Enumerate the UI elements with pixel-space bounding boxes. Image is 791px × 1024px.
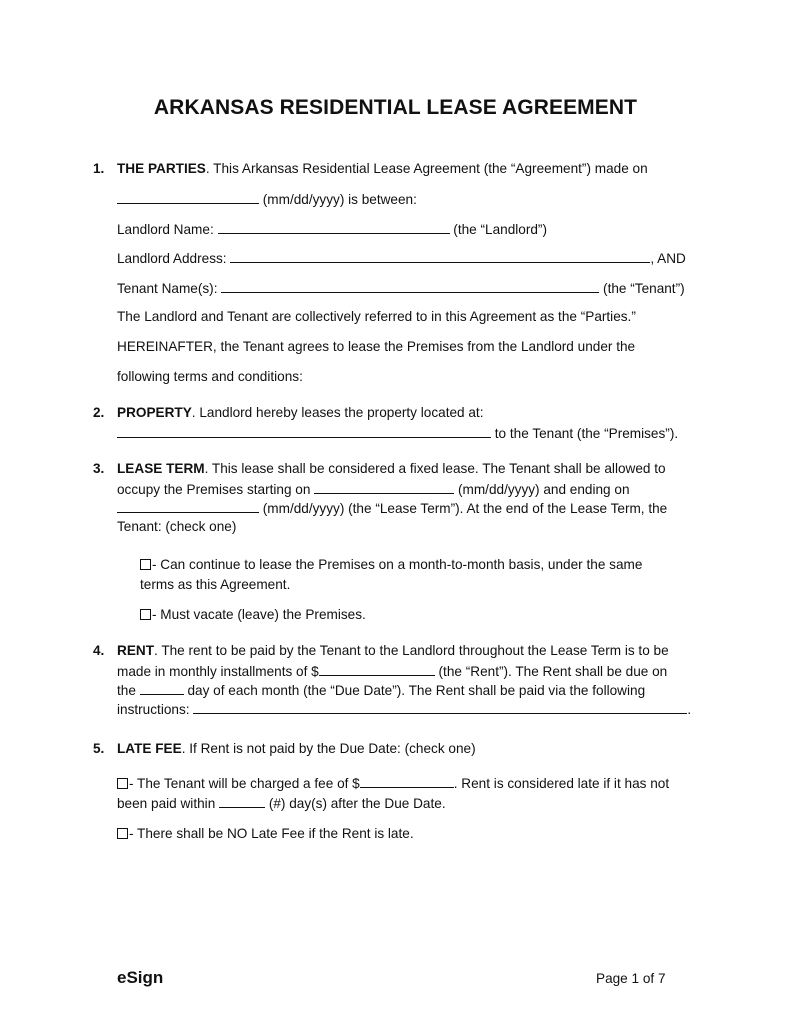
- grace-tail-text: (#) day(s) after the Due Date.: [268, 796, 446, 811]
- rent-tag: (the “Rent”). The Rent shall be due on: [438, 664, 668, 679]
- agreement-date-field[interactable]: [117, 191, 259, 204]
- parties-collective: The Landlord and Tenant are collectively referred to in this Agreement as the “Parties.”: [117, 309, 636, 324]
- tenant-names-label: Tenant Name(s):: [117, 281, 218, 296]
- section-text: . This Arkansas Residential Lease Agreement (the “Agreement”) made on: [205, 161, 648, 176]
- ending-text: (mm/dd/yyyy) and ending on: [458, 482, 630, 497]
- late-fee-option: [117, 775, 669, 791]
- installments-text: made in monthly installments of $: [117, 664, 319, 679]
- property-intro: [117, 405, 483, 420]
- payment-instructions-field[interactable]: [193, 701, 687, 714]
- day-text: day of each month (the “Due Date”). The Rent shall be paid via the following: [187, 683, 646, 698]
- section-heading: LEASE TERM: [117, 461, 205, 476]
- section-text: . The rent to be paid by the Tenant to the Landlord throughout the Lease Term is to be: [154, 643, 669, 658]
- payment-instructions-row: [117, 701, 691, 717]
- month-to-month-checkbox[interactable]: [140, 559, 151, 570]
- section-heading: PROPERTY: [117, 405, 192, 420]
- date-hint: (mm/dd/yyyy) is between:: [262, 192, 417, 207]
- property-address-row: [117, 425, 678, 441]
- landlord-address-label: Landlord Address:: [117, 251, 227, 266]
- premises-text: to the Tenant (the “Premises”).: [494, 426, 679, 441]
- lease-start-field[interactable]: [314, 481, 454, 494]
- following-text: following terms and conditions:: [117, 369, 303, 384]
- rent-amount-row: [117, 663, 667, 679]
- option-text: . Rent is considered late if it has not: [453, 776, 670, 791]
- landlord-address-field[interactable]: [230, 250, 650, 263]
- section-number: 4.: [93, 643, 105, 658]
- rent-intro: [117, 643, 669, 658]
- tenant-names-field[interactable]: [221, 280, 599, 293]
- section-heading: RENT: [117, 643, 155, 658]
- section-heading: THE PARTIES: [117, 161, 206, 176]
- no-late-fee-option: [117, 826, 414, 841]
- late-fee-intro: [117, 741, 476, 756]
- option-text: - Can continue to lease the Premises on a month-to-month basis, under the same: [152, 557, 643, 572]
- term-text: (mm/dd/yyyy) (the “Lease Term”). At the end of the Lease Term, the: [262, 501, 668, 516]
- late-fee-checkbox[interactable]: [117, 778, 128, 789]
- section-text: . This lease shall be considered a fixed lease. The Tenant shall be allowed to: [204, 461, 666, 476]
- due-day-row: [117, 682, 645, 698]
- option-text: - The Tenant will be charged a fee of $: [129, 776, 360, 791]
- landlord-name-field[interactable]: [218, 221, 450, 234]
- late-fee-amount-field[interactable]: [360, 775, 454, 788]
- lease-end-row: [117, 500, 667, 516]
- no-late-fee-checkbox[interactable]: [117, 828, 128, 839]
- document-title: ARKANSAS RESIDENTIAL LEASE AGREEMENT: [153, 96, 638, 119]
- the-text: the: [117, 683, 136, 698]
- esign-logo: eSign: [117, 968, 164, 987]
- occupy-text: occupy the Premises starting on: [117, 482, 311, 497]
- section-text: . Landlord hereby leases the property located at:: [191, 405, 484, 420]
- option-text: - There shall be NO Late Fee if the Rent is late.: [129, 826, 414, 841]
- check-one-text: Tenant: (check one): [117, 519, 237, 534]
- instructions-label: instructions:: [117, 702, 190, 717]
- month-to-month-option: [140, 557, 642, 572]
- section-text: . If Rent is not paid by the Due Date: (check one): [181, 741, 476, 756]
- vacate-option: [140, 607, 366, 622]
- landlord-tag: (the “Landlord”): [453, 222, 547, 237]
- section-heading: LATE FEE: [117, 741, 182, 756]
- section-number: 1.: [93, 161, 105, 176]
- and-text: , AND: [650, 251, 686, 266]
- section-number: 2.: [93, 405, 105, 420]
- period-text: .: [687, 702, 692, 717]
- grace-text: been paid within: [117, 796, 216, 811]
- property-address-field[interactable]: [117, 425, 491, 438]
- lease-end-field[interactable]: [117, 500, 259, 513]
- tenant-tag: (the “Tenant”): [603, 281, 685, 296]
- due-day-field[interactable]: [140, 682, 184, 695]
- option-continuation: terms as this Agreement.: [140, 577, 291, 592]
- tenant-names-row: [117, 280, 685, 296]
- rent-amount-field[interactable]: [319, 663, 435, 676]
- lease-start-row: [117, 481, 630, 497]
- grace-days-field[interactable]: [219, 795, 265, 808]
- page-number: Page 1 of 7: [596, 971, 666, 986]
- agreement-date-row: [117, 191, 417, 207]
- landlord-address-row: [117, 250, 686, 266]
- section-number: 5.: [93, 741, 105, 756]
- parties-intro: [117, 161, 648, 176]
- lease-term-intro: [117, 461, 666, 476]
- landlord-name-label: Landlord Name:: [117, 222, 214, 237]
- vacate-checkbox[interactable]: [140, 609, 151, 620]
- option-text: - Must vacate (leave) the Premises.: [152, 607, 366, 622]
- landlord-name-row: [117, 221, 547, 237]
- grace-period-row: [117, 795, 446, 811]
- section-number: 3.: [93, 461, 105, 476]
- hereinafter-text: HEREINAFTER, the Tenant agrees to lease the Premises from the Landlord under the: [117, 339, 636, 354]
